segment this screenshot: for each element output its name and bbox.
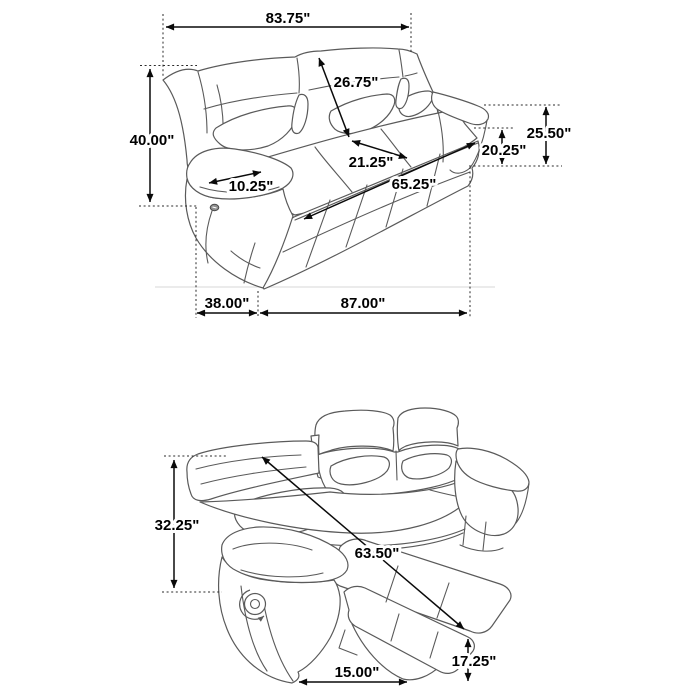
back-cushion-label: 26.75" [333,74,379,91]
overall-width-label: 83.75" [265,10,311,27]
seat-height-label: 20.25" [481,142,527,159]
power-button-icon [210,204,219,210]
reclined-length-label: 63.50" [354,545,400,562]
footrest-linkage [339,630,357,655]
arm-height-label: 25.50" [526,125,572,142]
seat-width-label: 65.25" [391,176,437,193]
upright-sofa-drawing [163,48,489,289]
right-headrest [397,408,458,451]
seat-depth-label: 21.25" [348,154,394,171]
footrest-extension-label: 15.00" [334,664,380,681]
reclined-sofa-diagram [155,408,529,683]
overall-depth-label: 38.00" [204,295,250,312]
armrest-width-label: 10.25" [228,178,274,195]
footrest-height-label: 17.25" [451,653,497,670]
reclined-back-height-label: 32.25" [154,517,200,534]
upright-sofa-diagram [130,10,572,318]
diagonal-width-label: 87.00" [340,295,386,312]
overall-height-label: 40.00" [129,132,175,149]
